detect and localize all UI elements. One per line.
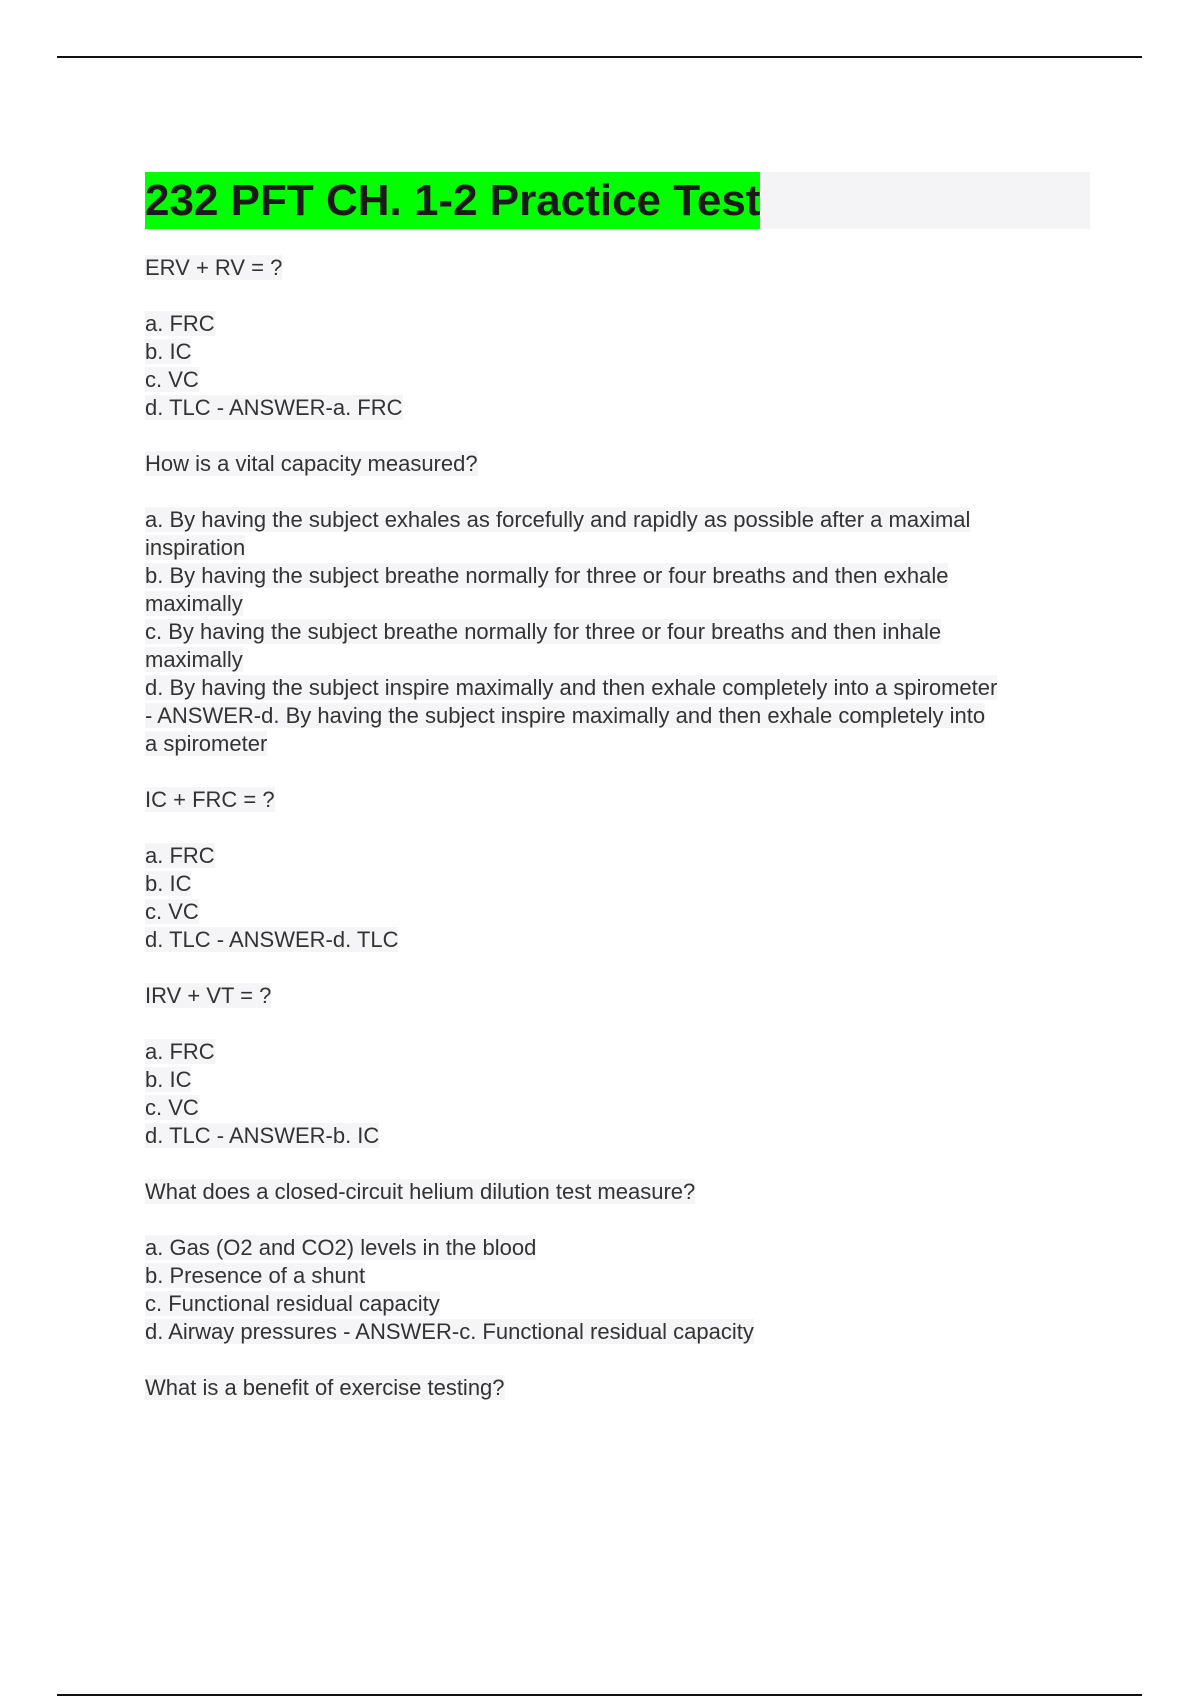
option-text: c. VC (145, 899, 199, 924)
spacer (145, 814, 1090, 842)
option-line (145, 646, 1090, 674)
option-text: c. VC (145, 367, 199, 392)
question-line (145, 1178, 1090, 1206)
option-line (145, 394, 1090, 422)
option-text: d. TLC - ANSWER-a. FRC (145, 395, 403, 420)
question-text: IC + FRC = ? (145, 787, 275, 812)
question-block (145, 450, 1090, 758)
option-text: c. By having the subject breathe normally for three or four breaths and then inhale (145, 619, 942, 644)
option-text: a. FRC (145, 843, 215, 868)
question-list (145, 254, 1090, 1346)
option-text: inspiration (145, 535, 246, 560)
question-line (145, 254, 1090, 282)
option-line (145, 1066, 1090, 1094)
option-text: b. IC (145, 1067, 192, 1092)
spacer (145, 1010, 1090, 1038)
option-line (145, 534, 1090, 562)
question-text: What is a benefit of exercise testing? (145, 1375, 505, 1400)
option-line (145, 618, 1090, 646)
spacer (145, 1206, 1090, 1234)
question-block (145, 982, 1090, 1150)
option-line (145, 1038, 1090, 1066)
option-text: a spirometer (145, 731, 268, 756)
document-title: 232 PFT CH. 1-2 Practice Test (145, 172, 760, 229)
option-line (145, 702, 1090, 730)
question-text: What does a closed-circuit helium dilution test measure? (145, 1179, 696, 1204)
option-text: c. VC (145, 1095, 199, 1120)
option-line (145, 590, 1090, 618)
question-block (145, 254, 1090, 422)
option-text: b. Presence of a shunt (145, 1263, 366, 1288)
option-line (145, 338, 1090, 366)
option-line (145, 1094, 1090, 1122)
option-text: a. By having the subject exhales as forcefully and rapidly as possible after a maximal (145, 507, 971, 532)
option-text: a. FRC (145, 311, 215, 336)
question-line (145, 786, 1090, 814)
option-text: c. Functional residual capacity (145, 1291, 440, 1316)
question-text: IRV + VT = ? (145, 983, 272, 1008)
option-line (145, 1262, 1090, 1290)
question-text: How is a vital capacity measured? (145, 451, 478, 476)
option-line (145, 1318, 1090, 1346)
option-line (145, 1234, 1090, 1262)
option-line (145, 926, 1090, 954)
option-text: b. By having the subject breathe normally for three or four breaths and then exhale (145, 563, 949, 588)
option-line (145, 898, 1090, 926)
option-text: d. By having the subject inspire maximally and then exhale completely into a spirometer (145, 675, 998, 700)
option-line (145, 562, 1090, 590)
option-line (145, 506, 1090, 534)
option-line (145, 310, 1090, 338)
option-line (145, 730, 1090, 758)
option-text: maximally (145, 647, 243, 672)
option-line (145, 1122, 1090, 1150)
top-rule (57, 56, 1142, 58)
document-body (145, 172, 1090, 1402)
question-block (145, 1178, 1090, 1346)
spacer (145, 282, 1090, 310)
title-bar (145, 172, 1090, 229)
question-line (145, 450, 1090, 478)
option-text: maximally (145, 591, 243, 616)
option-line (145, 842, 1090, 870)
option-line (145, 366, 1090, 394)
trailing-question (145, 1374, 1090, 1402)
option-line (145, 674, 1090, 702)
option-line (145, 870, 1090, 898)
question-text: ERV + RV = ? (145, 255, 283, 280)
option-text: d. Airway pressures - ANSWER-c. Functional residual capacity (145, 1319, 754, 1344)
option-text: d. TLC - ANSWER-b. IC (145, 1123, 380, 1148)
spacer (145, 478, 1090, 506)
bottom-rule (57, 1694, 1142, 1696)
option-text: b. IC (145, 339, 192, 364)
option-text: a. FRC (145, 1039, 215, 1064)
question-line (145, 982, 1090, 1010)
option-text: d. TLC - ANSWER-d. TLC (145, 927, 399, 952)
option-line (145, 1290, 1090, 1318)
option-text: b. IC (145, 871, 192, 896)
question-block (145, 786, 1090, 954)
option-text: a. Gas (O2 and CO2) levels in the blood (145, 1235, 537, 1260)
option-text: - ANSWER-d. By having the subject inspire maximally and then exhale completely into (145, 703, 986, 728)
